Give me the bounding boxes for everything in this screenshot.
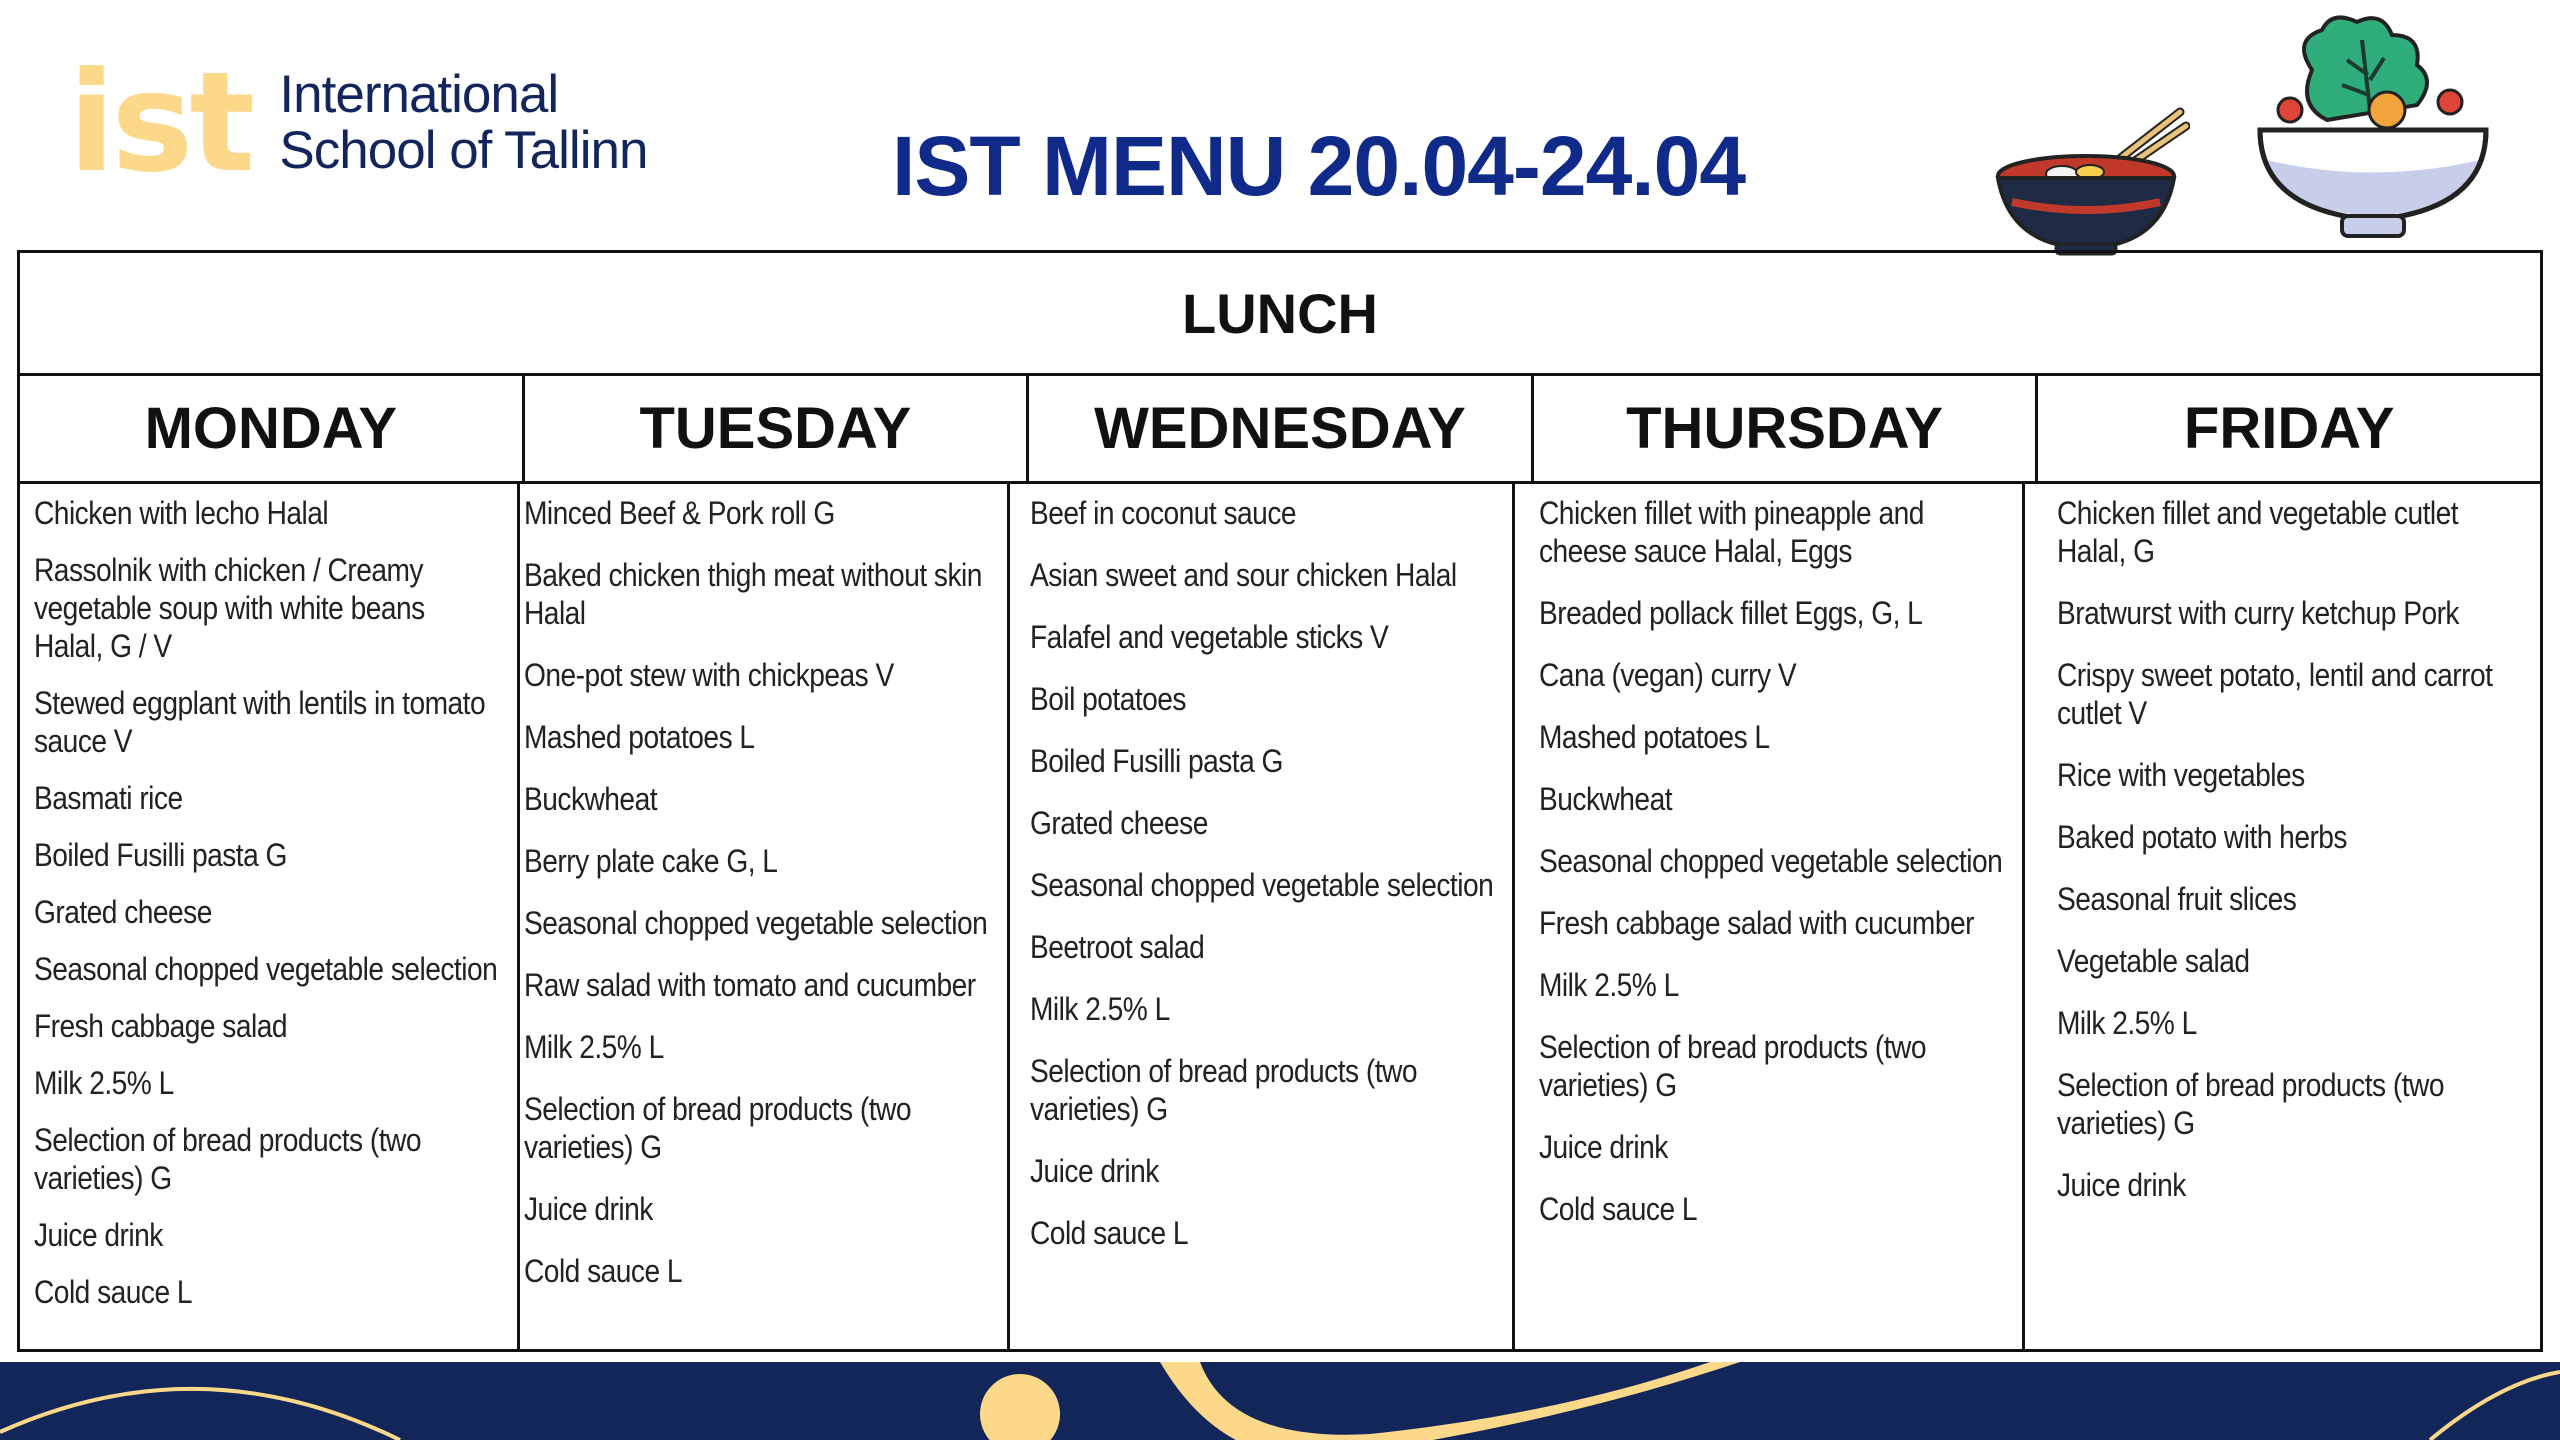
logo-mark: ist bbox=[68, 42, 252, 203]
menu-item: Beetroot salad bbox=[1029, 929, 1204, 965]
monday-menu-column bbox=[20, 484, 520, 1349]
menu-item: Chicken with lecho Halal bbox=[34, 495, 329, 531]
logo-line-2: School of Tallinn bbox=[279, 121, 648, 180]
menu-items-row bbox=[20, 484, 2540, 1349]
menu-item: Cana (vegan) curry V bbox=[1539, 657, 1797, 693]
menu-item: Fresh cabbage salad with cucumber bbox=[1539, 905, 1975, 941]
menu-item: Berry plate cake G, L bbox=[523, 843, 778, 879]
lunch-header: LUNCH bbox=[20, 253, 2540, 376]
menu-item: Baked potato with herbs bbox=[2057, 819, 2348, 855]
menu-item: Selection of bread products (two varieties) G bbox=[34, 1122, 421, 1196]
menu-item: Falafel and vegetable sticks V bbox=[1029, 619, 1388, 655]
menu-item: Beef in coconut sauce bbox=[1029, 495, 1296, 531]
day-header-tuesday: TUESDAY bbox=[525, 376, 1030, 481]
wednesday-menu-column bbox=[1010, 484, 1516, 1349]
menu-item: Mashed potatoes L bbox=[1539, 719, 1770, 755]
school-logo bbox=[68, 42, 648, 203]
menu-item: Seasonal fruit slices bbox=[2057, 881, 2297, 917]
menu-item: Rice with vegetables bbox=[2057, 757, 2305, 793]
menu-item: Selection of bread products (two varieties) G bbox=[2057, 1067, 2445, 1141]
menu-item: Chicken fillet with pineapple and cheese sauce Halal, Eggs bbox=[1539, 495, 1925, 569]
menu-item: Boil potatoes bbox=[1029, 681, 1186, 717]
day-header-monday: MONDAY bbox=[20, 376, 525, 481]
day-header-friday: FRIDAY bbox=[2183, 396, 2395, 461]
menu-item: Juice drink bbox=[2057, 1167, 2186, 1203]
menu-item: Milk 2.5% L bbox=[2057, 1005, 2197, 1041]
menu-item: Buckwheat bbox=[1539, 781, 1673, 817]
menu-item: Juice drink bbox=[34, 1217, 163, 1253]
menu-item: Milk 2.5% L bbox=[1539, 967, 1680, 1003]
ramen-bowl-icon bbox=[1990, 106, 2190, 256]
menu-table bbox=[17, 250, 2543, 1352]
menu-item: Cold sauce L bbox=[34, 1274, 193, 1310]
menu-item: Buckwheat bbox=[523, 781, 657, 817]
menu-item: Selection of bread products (two varieties) G bbox=[1539, 1029, 1927, 1103]
menu-item: Seasonal chopped vegetable selection bbox=[1029, 867, 1493, 903]
day-header-wednesday: WEDNESDAY bbox=[1029, 376, 1534, 481]
footer-band bbox=[0, 1362, 2560, 1440]
menu-item: Minced Beef & Pork roll G bbox=[523, 495, 835, 531]
menu-item: Seasonal chopped vegetable selection bbox=[523, 905, 988, 941]
menu-item: Boiled Fusilli pasta G bbox=[1029, 743, 1283, 779]
page-title: IST MENU 20.04-24.04 bbox=[892, 119, 1746, 213]
menu-item: Selection of bread products (two varieties) G bbox=[1029, 1053, 1417, 1127]
menu-item: Mashed potatoes L bbox=[523, 719, 755, 755]
menu-item: Baked chicken thigh meat without skin Halal bbox=[523, 557, 982, 631]
menu-item: Cold sauce L bbox=[1029, 1215, 1188, 1251]
day-header-row bbox=[20, 376, 2540, 484]
menu-item: Bratwurst with curry ketchup Pork bbox=[2057, 595, 2460, 631]
logo-line-1: International bbox=[279, 65, 559, 124]
menu-item: Seasonal chopped vegetable selection bbox=[1539, 843, 2003, 879]
menu-item: Milk 2.5% L bbox=[523, 1029, 664, 1065]
salad-bowl-icon bbox=[2252, 10, 2494, 250]
menu-item: Breaded pollack fillet Eggs, G, L bbox=[1539, 595, 1923, 631]
menu-item: Milk 2.5% L bbox=[1029, 991, 1170, 1027]
menu-item: Seasonal chopped vegetable selection bbox=[34, 951, 498, 987]
footer-decoration bbox=[0, 1362, 2560, 1440]
menu-item: Juice drink bbox=[1539, 1129, 1669, 1165]
menu-item: Stewed eggplant with lentils in tomato sauce V bbox=[34, 685, 486, 759]
menu-item: Juice drink bbox=[1029, 1153, 1159, 1189]
menu-item: Vegetable salad bbox=[2057, 943, 2250, 979]
menu-item: Crispy sweet potato, lentil and carrot cutlet V bbox=[2057, 657, 2493, 731]
menu-item: Grated cheese bbox=[1029, 805, 1208, 841]
menu-item: Basmati rice bbox=[34, 780, 183, 816]
menu-item: Chicken fillet and vegetable cutlet Halal, G bbox=[2057, 495, 2459, 569]
menu-item: Selection of bread products (two varieties) G bbox=[523, 1091, 911, 1165]
friday-menu-column bbox=[2025, 484, 2540, 1349]
menu-item: Asian sweet and sour chicken Halal bbox=[1029, 557, 1457, 593]
menu-item: Boiled Fusilli pasta G bbox=[34, 837, 287, 873]
menu-item: Grated cheese bbox=[34, 894, 212, 930]
thursday-menu-column bbox=[1515, 484, 2025, 1349]
menu-item: Raw salad with tomato and cucumber bbox=[523, 967, 976, 1003]
menu-item: Juice drink bbox=[523, 1191, 653, 1227]
menu-item: Rassolnik with chicken / Creamy vegetable soup with white beans Halal, G / V bbox=[34, 552, 425, 664]
menu-item: One-pot stew with chickpeas V bbox=[523, 657, 894, 693]
menu-item: Milk 2.5% L bbox=[34, 1065, 174, 1101]
day-header-thursday: THURSDAY bbox=[1534, 376, 2039, 481]
menu-item: Cold sauce L bbox=[1539, 1191, 1698, 1227]
menu-item: Cold sauce L bbox=[523, 1253, 682, 1289]
logo-text bbox=[279, 67, 647, 179]
menu-item: Fresh cabbage salad bbox=[34, 1008, 287, 1044]
tuesday-menu-column bbox=[520, 484, 1010, 1349]
